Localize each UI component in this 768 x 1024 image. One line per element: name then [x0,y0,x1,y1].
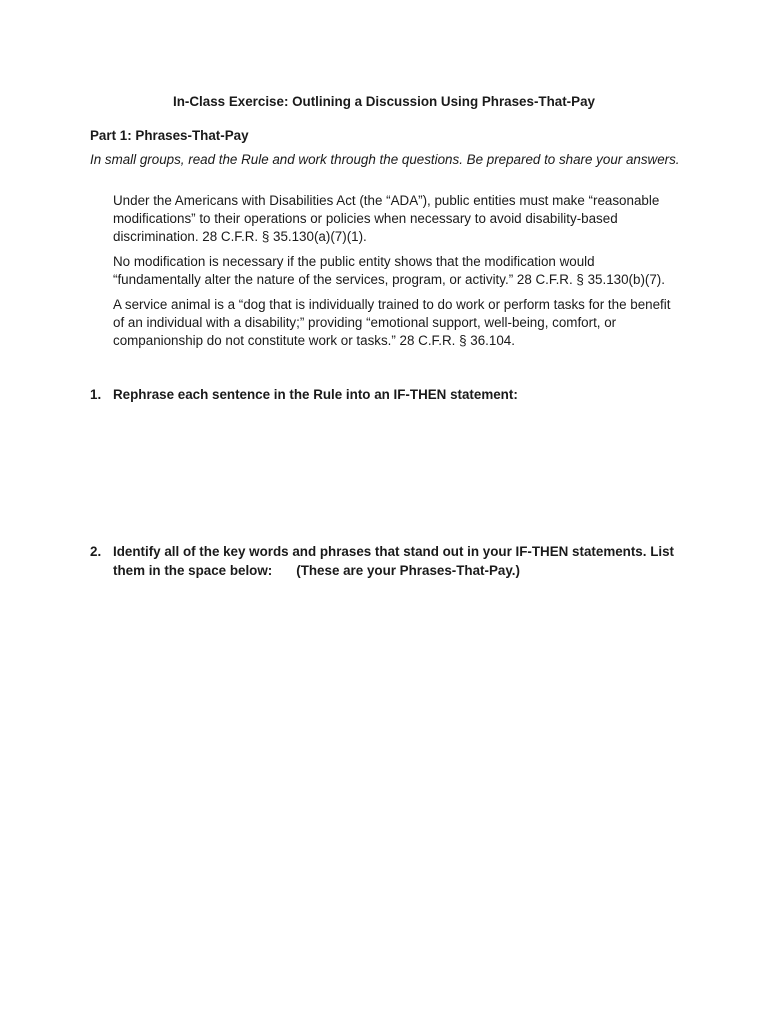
question-number: 2. [90,544,102,559]
instructions-text: In small groups, read the Rule and work through the questions. Be prepared to share your answers. [90,152,680,167]
rule-block [113,192,673,357]
question-text [113,542,690,580]
question-note: (These are your Phrases-That-Pay.) [296,563,520,578]
rule-paragraph: Under the Americans with Disabilities Act (the “ADA”), public entities must make “reasonable modifications” to their operations or policies when necessary to avoid disability-based discrimination. 28 C.F.R. § 35.130(a)(7)(1). [113,193,660,244]
question-prompt: Rephrase each sentence in the Rule into an IF-THEN statement: [113,387,518,402]
question-number: 1. [90,387,102,402]
question-text [113,385,690,404]
question-2 [90,542,690,580]
question-1 [90,385,690,404]
rule-paragraph: No modification is necessary if the public entity shows that the modification would “fundamentally alter the nature of the services, program, or activity.” 28 C.F.R. § 35.130(b)(7). [113,254,665,287]
rule-paragraph: A service animal is a “dog that is individually trained to do work or perform tasks for the benefit of an individual with a disability;” providing “emotional support, well-being, comfort, or companionship do not constitute work or tasks.” 28 C.F.R. § 36.104. [113,297,671,348]
question-prompt: Identify all of the key words and phrases that stand out in your IF-THEN statements. List them in the space below: [113,544,675,578]
document-title: In-Class Exercise: Outlining a Discussion Using Phrases-That-Pay [173,94,595,109]
part-heading: Part 1: Phrases-That-Pay [90,128,249,143]
